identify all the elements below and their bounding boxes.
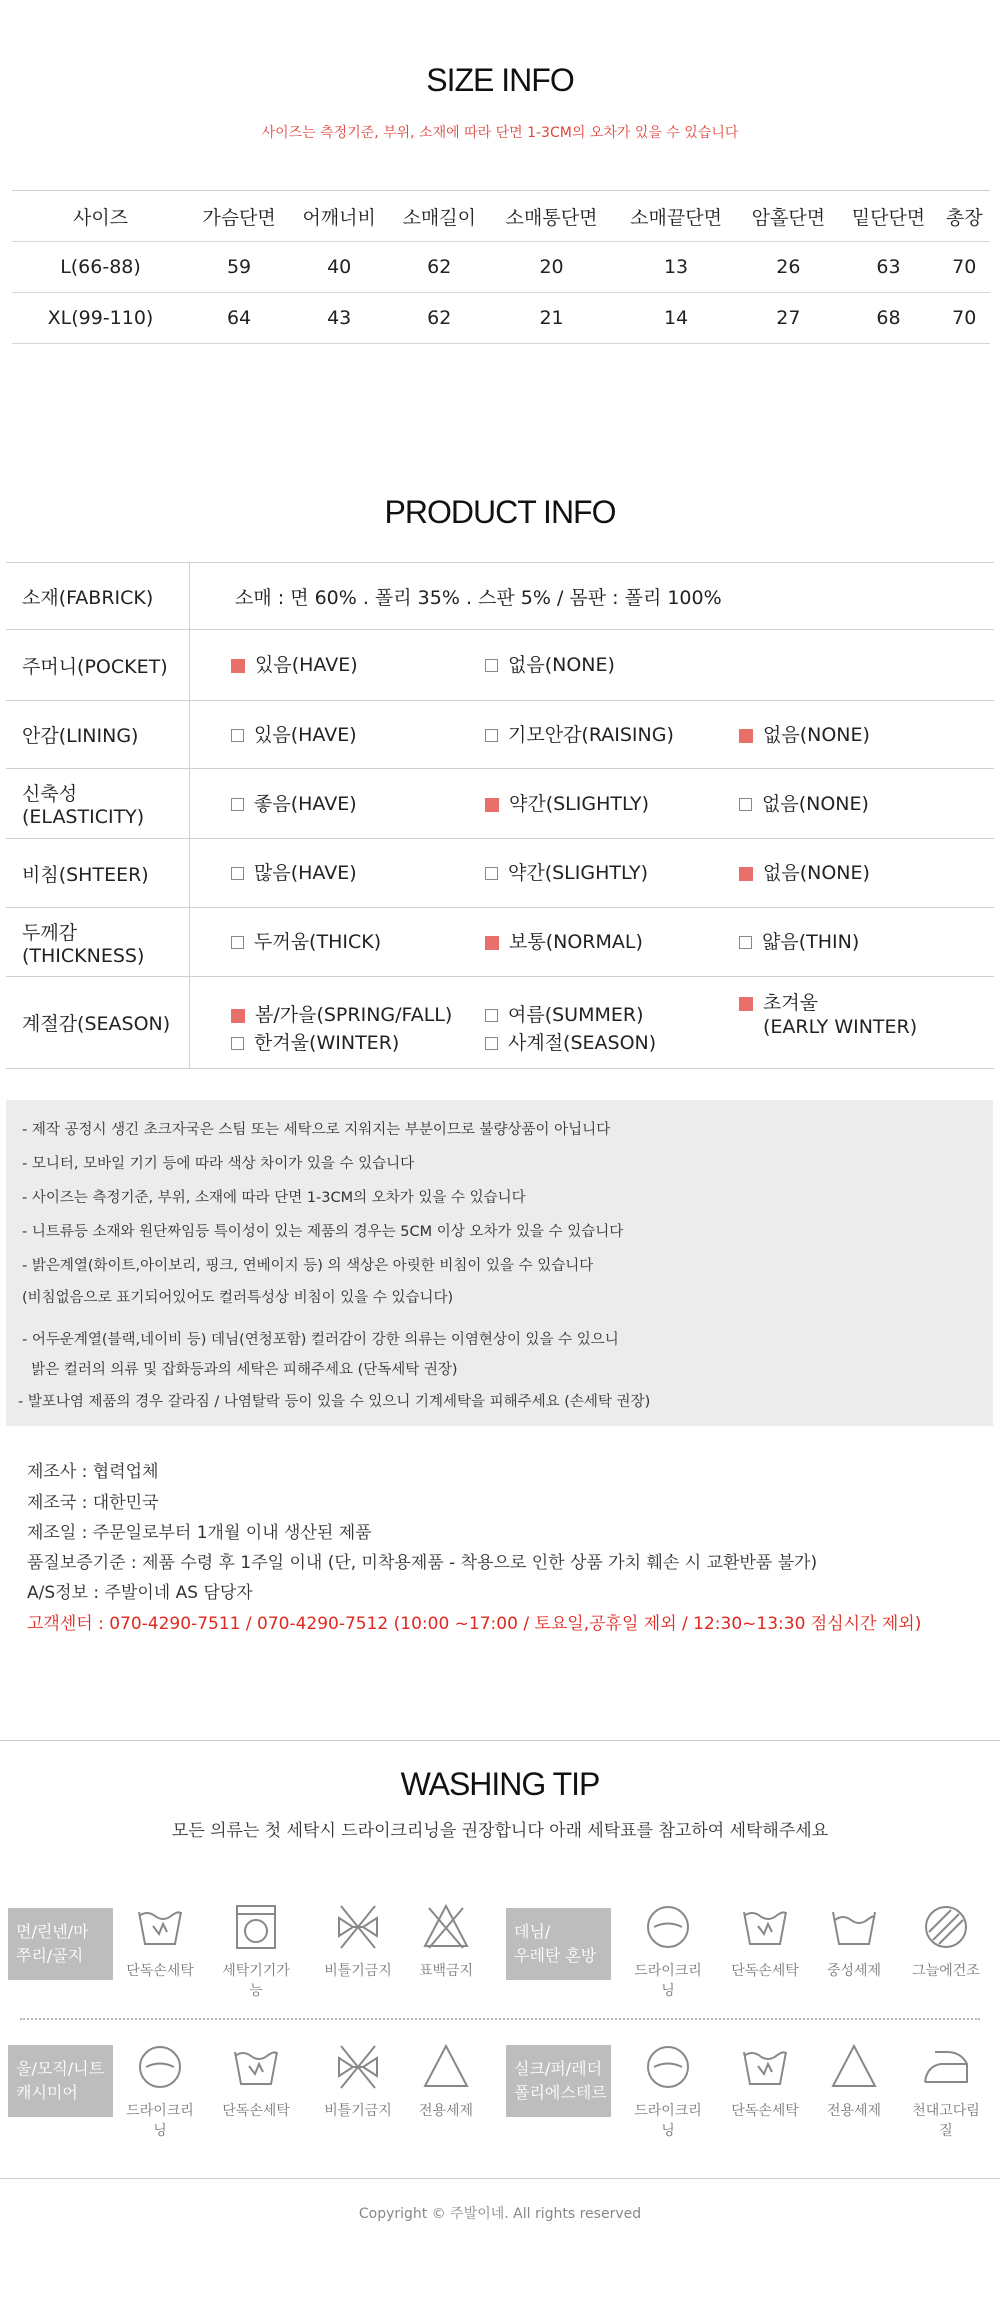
dry-clean-icon bbox=[120, 2042, 200, 2140]
wash-group-label bbox=[506, 1908, 611, 1980]
iron-icon bbox=[906, 2042, 986, 2140]
checkbox bbox=[231, 867, 244, 880]
washing-machine-icon bbox=[216, 1902, 296, 2000]
size-cell: 21 bbox=[489, 293, 613, 344]
wash-group-label bbox=[506, 2045, 611, 2117]
option-label: 없음(NONE) bbox=[508, 654, 615, 676]
note-line: - 니트류등 소재와 원단짜임등 특이성이 있는 제품의 경우는 5CM 이상 오차가 있을 수 있습니다 bbox=[22, 1224, 624, 1240]
maker-info-line: A/S정보 : 주발이네 AS 담당자 bbox=[27, 1583, 253, 1603]
row-label: 두께감(THICKNESS) bbox=[6, 908, 190, 977]
note-line: - 모니터, 모바일 기기 등에 따라 색상 차이가 있을 수 있습니다 bbox=[22, 1156, 415, 1172]
option-label: 여름(SUMMER) bbox=[508, 1003, 644, 1026]
icon-label: 드라이크리닝 bbox=[634, 1963, 702, 1999]
option bbox=[739, 861, 993, 885]
icon-label: 단독손세탁 bbox=[126, 1963, 194, 1979]
table-row bbox=[6, 701, 994, 769]
shade-dry-icon bbox=[906, 1902, 986, 1980]
option bbox=[231, 1031, 485, 1055]
option bbox=[739, 723, 993, 747]
no-wring-icon bbox=[318, 2042, 398, 2120]
icon-label: 전용세제 bbox=[826, 2103, 882, 2119]
size-info-title: SIZE INFO bbox=[426, 62, 574, 98]
detergent-icon bbox=[406, 2042, 486, 2120]
option-label: 없음(NONE) bbox=[763, 723, 870, 746]
option-label: 없음(NONE) bbox=[763, 862, 870, 884]
product-info-table bbox=[6, 562, 994, 1069]
option bbox=[485, 792, 739, 816]
size-col-header: 암홀단면 bbox=[738, 191, 838, 242]
wash-group-text: 데님/ 우레탄 혼방 bbox=[514, 1922, 597, 1965]
size-col-header: 소매통단면 bbox=[489, 191, 613, 242]
size-cell: 43 bbox=[289, 293, 389, 344]
option-label: 약간(SLIGHTLY) bbox=[508, 862, 649, 884]
option bbox=[485, 861, 739, 885]
option-label: 얇음(THIN) bbox=[762, 931, 860, 953]
option-label: 봄/가을(SPRING/FALL) bbox=[255, 1003, 453, 1026]
fabric-label: 소재(FABRICK) bbox=[6, 563, 190, 630]
copyright: Copyright © 주발이네. All rights reserved bbox=[358, 2206, 642, 2222]
checkbox bbox=[485, 729, 498, 742]
no-bleach-icon bbox=[406, 1902, 486, 1980]
size-cell: 13 bbox=[614, 242, 738, 293]
maker-info-line: 제조사 : 협력업체 bbox=[27, 1462, 159, 1482]
option bbox=[485, 723, 739, 747]
size-cell: 40 bbox=[289, 242, 389, 293]
size-cell: 62 bbox=[389, 242, 489, 293]
icon-label: 단독손세탁 bbox=[222, 2103, 290, 2119]
icon-label: 드라이크리닝 bbox=[126, 2103, 194, 2139]
checkbox bbox=[739, 997, 753, 1011]
icon-label: 단독손세탁 bbox=[731, 1963, 799, 1979]
size-col-header: 총장 bbox=[939, 191, 990, 242]
option-row bbox=[191, 930, 993, 954]
option-label: 약간(SLIGHTLY) bbox=[509, 792, 650, 815]
option bbox=[231, 861, 485, 885]
hand-wash-icon bbox=[216, 2042, 296, 2120]
size-info-note: 사이즈는 측정기준, 부위, 소재에 따라 단면 1-3CM의 오차가 있을 수 있습니다 bbox=[261, 125, 739, 141]
neutral-detergent-icon bbox=[814, 1902, 894, 1980]
size-cell: 26 bbox=[738, 242, 838, 293]
icon-label: 비틀기금지 bbox=[324, 1963, 392, 1979]
maker-info-line: 제조일 : 주문일로부터 1개월 이내 생산된 제품 bbox=[27, 1523, 372, 1543]
option-label: 보통(NORMAL) bbox=[509, 931, 643, 953]
size-cell: 27 bbox=[738, 293, 838, 344]
icon-label: 그늘에건조 bbox=[912, 1963, 980, 1979]
note-line: - 어두운계열(블랙,네이비 등) 데님(연청포함) 컬러감이 강한 의류는 이염현상이 있을 수 있으니 bbox=[22, 1332, 619, 1348]
option bbox=[485, 1003, 739, 1027]
option-label: 좋음(HAVE) bbox=[254, 792, 357, 815]
size-cell: 20 bbox=[489, 242, 613, 293]
icon-label: 세탁기기가능 bbox=[222, 1963, 290, 1999]
checkbox bbox=[231, 729, 244, 742]
option-label: 사계절(SEASON) bbox=[508, 1031, 657, 1054]
checkbox bbox=[485, 867, 498, 880]
note-line: 밝은 컬러의 의류 및 잡화등과의 세탁은 피해주세요 (단독세탁 권장) bbox=[22, 1362, 458, 1378]
size-col-header: 밑단단면 bbox=[838, 191, 938, 242]
wash-group-text: 울/모직/니트 캐시미어 bbox=[16, 2059, 105, 2102]
size-cell: 14 bbox=[614, 293, 738, 344]
size-col-header: 소매끝단면 bbox=[614, 191, 738, 242]
checkbox bbox=[485, 936, 499, 950]
wash-group-text: 면/린넨/마 쭈리/골지 bbox=[16, 1922, 89, 1965]
option bbox=[485, 930, 739, 954]
product-info-title: PRODUCT INFO bbox=[384, 494, 616, 530]
maker-info-line: 품질보증기준 : 제품 수령 후 1주일 이내 (단, 미착용제품 - 착용으로 인한 상품 가치 훼손 시 교환반품 불가) bbox=[27, 1553, 818, 1573]
hand-wash-icon bbox=[725, 2042, 805, 2120]
table-row bbox=[6, 908, 994, 977]
divider bbox=[20, 2018, 980, 2020]
option bbox=[231, 792, 485, 816]
fabric-value: 소매 : 면 60% . 폴리 35% . 스판 5% / 몸판 : 폴리 100% bbox=[190, 563, 995, 630]
checkbox bbox=[231, 1037, 244, 1050]
row-label: 주머니(POCKET) bbox=[6, 630, 190, 701]
checkbox bbox=[485, 1037, 498, 1050]
option-label: 기모안감(RAISING) bbox=[508, 723, 674, 746]
row-label: 신축성(ELASTICITY) bbox=[6, 769, 190, 839]
detergent-icon bbox=[814, 2042, 894, 2120]
icon-label: 표백금지 bbox=[418, 1963, 474, 1979]
table-row bbox=[6, 839, 994, 908]
option bbox=[485, 1031, 739, 1055]
dry-clean-icon bbox=[628, 1902, 708, 2000]
size-cell: 68 bbox=[838, 293, 938, 344]
option-label: 있음(HAVE) bbox=[255, 654, 358, 676]
table-row bbox=[6, 630, 994, 701]
size-col-header: 사이즈 bbox=[12, 191, 189, 242]
icon-label: 천대고다림질 bbox=[912, 2103, 980, 2139]
dry-clean-icon bbox=[628, 2042, 708, 2140]
option bbox=[739, 930, 993, 954]
size-cell: 70 bbox=[939, 293, 990, 344]
row-label: 안감(LINING) bbox=[6, 701, 190, 769]
row-label: 비침(SHTEER) bbox=[6, 839, 190, 908]
size-cell: 63 bbox=[838, 242, 938, 293]
checkbox bbox=[739, 729, 753, 743]
option-row bbox=[191, 653, 993, 677]
row-label: 계절감(SEASON) bbox=[6, 977, 190, 1069]
option bbox=[231, 930, 485, 954]
wash-group-label bbox=[8, 2045, 113, 2117]
icon-label: 중성세제 bbox=[826, 1963, 882, 1979]
table-row bbox=[6, 769, 994, 839]
option bbox=[739, 792, 993, 816]
size-cell: 62 bbox=[389, 293, 489, 344]
size-cell: XL(99-110) bbox=[12, 293, 189, 344]
divider bbox=[0, 1740, 1000, 1741]
checkbox bbox=[231, 798, 244, 811]
option bbox=[739, 991, 993, 1039]
note-line: - 사이즈는 측정기준, 부위, 소재에 따라 단면 1-3CM의 오차가 있을 수 있습니다 bbox=[22, 1190, 526, 1206]
icon-label: 비틀기금지 bbox=[324, 2103, 392, 2119]
checkbox bbox=[231, 1009, 245, 1023]
size-table bbox=[12, 190, 990, 344]
option-row bbox=[191, 792, 993, 816]
checkbox bbox=[739, 936, 752, 949]
maker-info-line: 제조국 : 대한민국 bbox=[27, 1493, 159, 1513]
size-col-header: 소매길이 bbox=[389, 191, 489, 242]
checkbox bbox=[485, 659, 498, 672]
table-row bbox=[6, 977, 994, 1069]
option bbox=[231, 723, 485, 747]
option bbox=[485, 653, 739, 677]
note-line: - 발포나염 제품의 경우 갈라짐 / 나염탈락 등이 있을 수 있으니 기계세탁을 피해주세요 (손세탁 권장) bbox=[18, 1394, 651, 1410]
washing-subtitle: 모든 의류는 첫 세탁시 드라이크리닝을 권장합니다 아래 세탁표를 참고하여 세탁해주세요 bbox=[171, 1821, 829, 1841]
checkbox bbox=[485, 1009, 498, 1022]
size-col-header: 어깨너비 bbox=[289, 191, 389, 242]
note-line: - 밝은계열(화이트,아이보리, 핑크, 연베이지 등) 의 색상은 아릿한 비침이 있을 수 있습니다 bbox=[22, 1258, 594, 1274]
washing-title: WASHING TIP bbox=[400, 1766, 600, 1802]
icon-label: 드라이크리닝 bbox=[634, 2103, 702, 2139]
option bbox=[231, 1003, 485, 1027]
notes-box bbox=[6, 1100, 993, 1426]
table-row bbox=[12, 242, 990, 293]
size-cell: 59 bbox=[189, 242, 289, 293]
hand-wash-icon bbox=[120, 1902, 200, 1980]
checkbox bbox=[231, 659, 245, 673]
option-label: 많음(HAVE) bbox=[254, 862, 357, 884]
table-row bbox=[12, 293, 990, 344]
no-wring-icon bbox=[318, 1902, 398, 1980]
option-label: 한겨울(WINTER) bbox=[254, 1031, 400, 1054]
icon-label: 단독손세탁 bbox=[731, 2103, 799, 2119]
option-label: 두꺼움(THICK) bbox=[254, 931, 382, 953]
option-label: 있음(HAVE) bbox=[254, 723, 357, 746]
icon-label: 전용세제 bbox=[418, 2103, 474, 2119]
customer-center: 고객센터 : 070-4290-7511 / 070-4290-7512 (10:00 ~17:00 / 토요일,공휴일 제외 / 12:30~13:30 점심시간 제외) bbox=[27, 1614, 922, 1634]
option-row bbox=[191, 723, 993, 747]
table-row bbox=[6, 563, 994, 630]
checkbox bbox=[485, 798, 499, 812]
option bbox=[231, 653, 485, 677]
checkbox bbox=[739, 798, 752, 811]
note-line: (비침없음으로 표기되어있어도 컬러특성상 비침이 있을 수 있습니다) bbox=[22, 1290, 454, 1306]
size-cell: L(66-88) bbox=[12, 242, 189, 293]
wash-group-text: 실크/퍼/레더 폴리에스테르 bbox=[514, 2059, 607, 2102]
option-row bbox=[191, 861, 993, 885]
hand-wash-icon bbox=[725, 1902, 805, 1980]
wash-group-label bbox=[8, 1908, 113, 1980]
option-label: 없음(NONE) bbox=[762, 792, 869, 815]
divider bbox=[0, 2178, 1000, 2179]
size-table-header bbox=[12, 191, 990, 242]
checkbox bbox=[231, 936, 244, 949]
option-label: 초겨울 (EARLY WINTER) bbox=[763, 991, 918, 1038]
checkbox bbox=[739, 867, 753, 881]
note-line: - 제작 공정시 생긴 초크자국은 스팀 또는 세탁으로 지워지는 부분이므로 불량상품이 아닙니다 bbox=[22, 1122, 611, 1138]
size-cell: 70 bbox=[939, 242, 990, 293]
size-cell: 64 bbox=[189, 293, 289, 344]
size-col-header: 가슴단면 bbox=[189, 191, 289, 242]
